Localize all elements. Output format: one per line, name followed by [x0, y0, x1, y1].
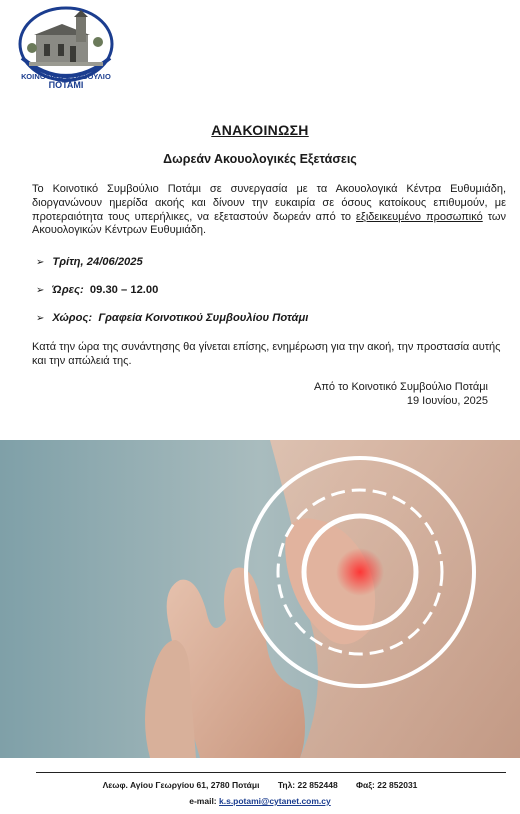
ear-hearing-photo: [0, 440, 520, 758]
arrow-bullet-icon: ➢: [36, 257, 45, 268]
announcement-title: ΑΝΑΚΟΙΝΩΣΗ: [211, 122, 309, 138]
footer-email-line: [0, 796, 520, 806]
intro-text: Το Κοινοτικό Συμβούλιο Ποτάμι σε συνεργασία με τα Ακουολογικά Κέντρα Ευθυμιάδη, διοργανώνουν ημερίδα ακοής και δίνουν την ευκαιρία σε όσους κατοίκους επιθυμούν, με προτεραιότητα τους υπερήλικες, να εξεταστούν δωρεάν από το: [32, 183, 506, 223]
intro-underlined: εξιδεικευμένο προσωπικό: [356, 210, 483, 223]
footer-fax: Φαξ: 22 852031: [356, 780, 418, 790]
hours-item: [36, 284, 158, 296]
announcement-subtitle: Δωρεάν Ακουολογικές Εξετάσεις: [163, 152, 357, 166]
arrow-bullet-icon: ➢: [36, 313, 45, 324]
footer-phone: Τηλ: 22 852448: [277, 780, 338, 790]
signature-date: 19 Ιουνίου, 2025: [406, 395, 488, 407]
signature: [314, 380, 488, 408]
arrow-bullet-icon: ➢: [36, 285, 45, 296]
hours-text: 09.30 – 12.00: [89, 284, 159, 296]
place-text: Γραφεία Κοινοτικού Συμβουλίου Ποτάμι: [98, 312, 309, 324]
logo-title: ΚΟΙΝΟΤΙΚΟ ΣΥΜΒΟΥΛΙΟ: [21, 72, 111, 81]
footer-email-link[interactable]: k.s.potami@cytanet.com.cy: [219, 796, 331, 806]
logo-subtitle: ΠΟΤΑΜΙ: [48, 80, 84, 90]
place-item: [36, 312, 308, 324]
footer-contacts: [0, 780, 520, 790]
place-label: Χώρος:: [52, 312, 93, 324]
date-item: [36, 256, 143, 268]
date-text: Τρίτη, 24/06/2025: [52, 256, 143, 268]
hours-label: Ώρες:: [52, 284, 84, 296]
signature-from: Από το Κοινοτικό Συμβούλιο Ποτάμι: [314, 381, 488, 393]
intro-text-end: των Ακουολογικών Κέντρων Ευθυμιάδη.: [32, 210, 506, 237]
footer-email-label: e-mail:: [189, 796, 219, 806]
info-note: Κατά την ώρα της συνάντησης θα γίνεται επίσης, ενημέρωση για την ακοή, την προστασία αυτής και την απώλειά της.: [32, 341, 501, 367]
footer-address: Λεωφ. Αγίου Γεωργίου 61, 2780 Ποτάμι: [102, 780, 260, 790]
footer-divider: [36, 772, 506, 773]
intro-paragraph: [32, 183, 506, 238]
